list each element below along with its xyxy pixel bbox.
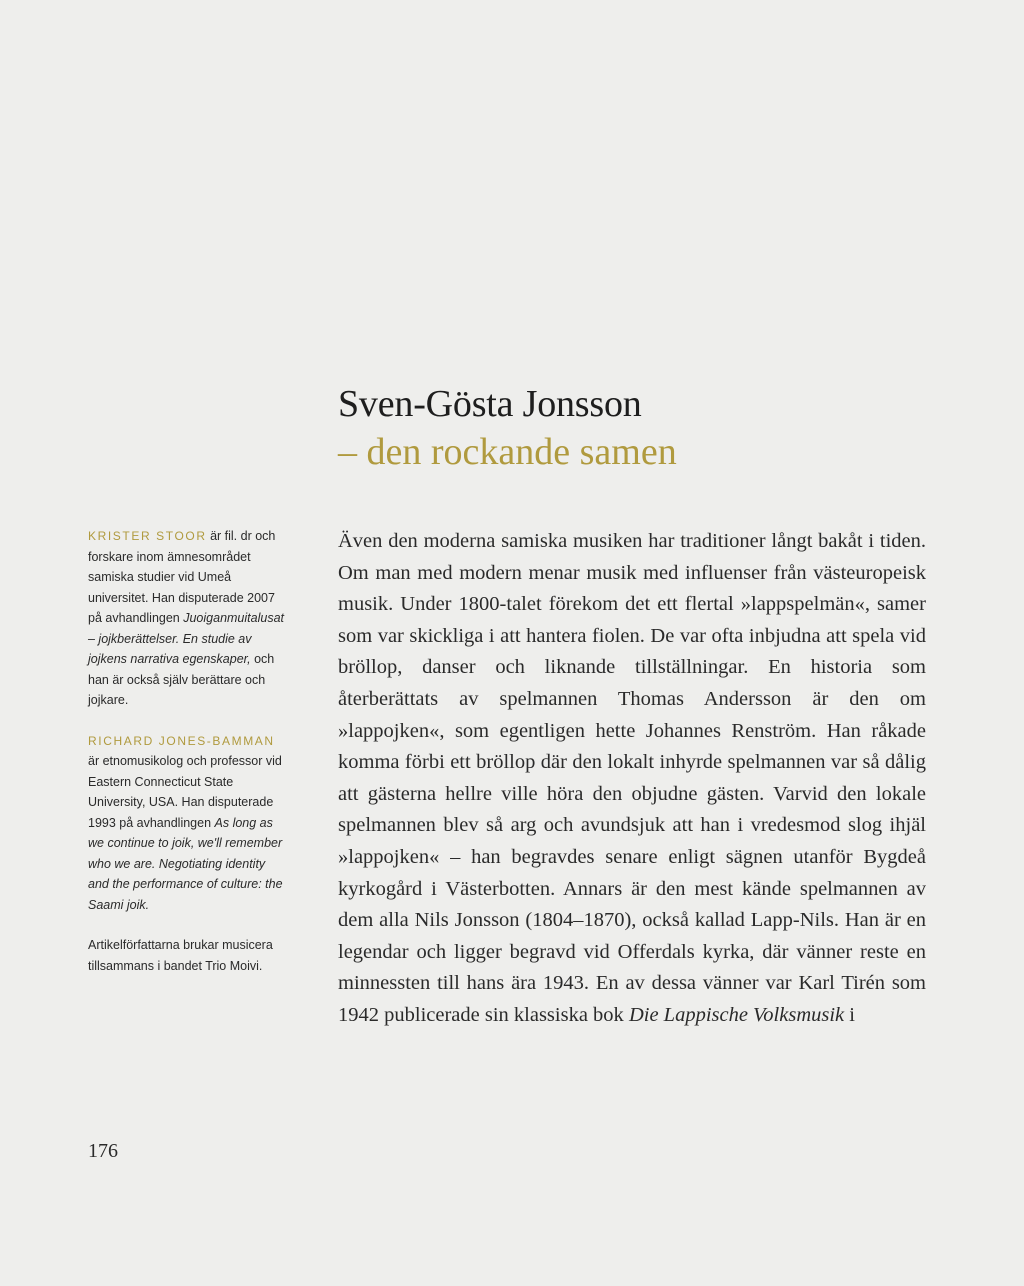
- dissertation-title: As long as we continue to joik, we'll remember who we are. Negotiating identity and the performance of culture: the Saami joik.: [88, 815, 283, 912]
- authors-note: Artikelförfattarna brukar musicera tillsammans i bandet Trio Moivi.: [88, 938, 273, 973]
- page-number: 176: [88, 1140, 118, 1162]
- body-paragraph-end: i: [844, 1003, 855, 1026]
- author-bio-stoor: [88, 526, 288, 711]
- author-name-jones-bamman: RICHARD JONES-BAMMAN: [88, 733, 275, 748]
- dissertation-title: Juoiganmuitalusat – jojkberättelser. En studie av jojkens narrativa egenskaper,: [88, 611, 284, 666]
- author-sidebar: [88, 526, 288, 976]
- author-bio-text: är fil. dr och forskare inom ämnesområdet samiska studier vid Umeå universitet. Han disputerade 2007 på avhandlingen: [88, 529, 276, 625]
- article-title: Sven-Gösta Jonsson: [338, 383, 642, 425]
- author-bio-jones-bamman: [88, 731, 288, 916]
- article-body: [338, 526, 926, 1032]
- body-paragraph: Även den moderna samiska musiken har traditioner långt bakåt i tiden. Om man med modern menar musik med influenser från västeuropeisk musik. Under 1800-talet förekom det ett flertal »lappspelmän«, samer som var skickliga i att hantera fiolen. De var ofta inbjudna att spela vid bröllop, danser och liknande tillställningar. En historia som återberättats av spelmannen Thomas Andersson är den om »lappojken«, som egentligen hette Johannes Renström. Han råkade komma förbi ett bröllop där den lokalt inhyrde spelmannen var så dålig att gästerna hellre ville höra den objudne gästen. Varvid den lokale spelmannen blev så arg och avundsjuk att han i vredesmod slog ihjäl »lappojken« – han begravdes senare enligt sägnen utanför Bygdeå kyrkogård i Västerbotten. Annars är den mest kände spelmannen av dem alla Nils Jonsson (1804–1870), också kallad Lapp-Nils. Han är en legendar och ligger begravd vid Offerdals kyrka, där vänner reste en minnessten till hans ära 1943. En av dessa vänner var Karl Tirén som 1942 publicerade sin klassiska bok: [338, 530, 926, 1026]
- author-bio-text: är etnomusikolog och professor vid Eastern Connecticut State University, USA. Han disputerade 1993 på avhandlingen: [88, 754, 282, 830]
- book-title: Die Lappische Volksmusik: [628, 1003, 845, 1026]
- article-subtitle: – den rockande samen: [338, 431, 677, 473]
- author-bio-text: och han är också själv berättare och jojkare.: [88, 652, 275, 707]
- author-name-stoor: KRISTER STOOR: [88, 529, 207, 543]
